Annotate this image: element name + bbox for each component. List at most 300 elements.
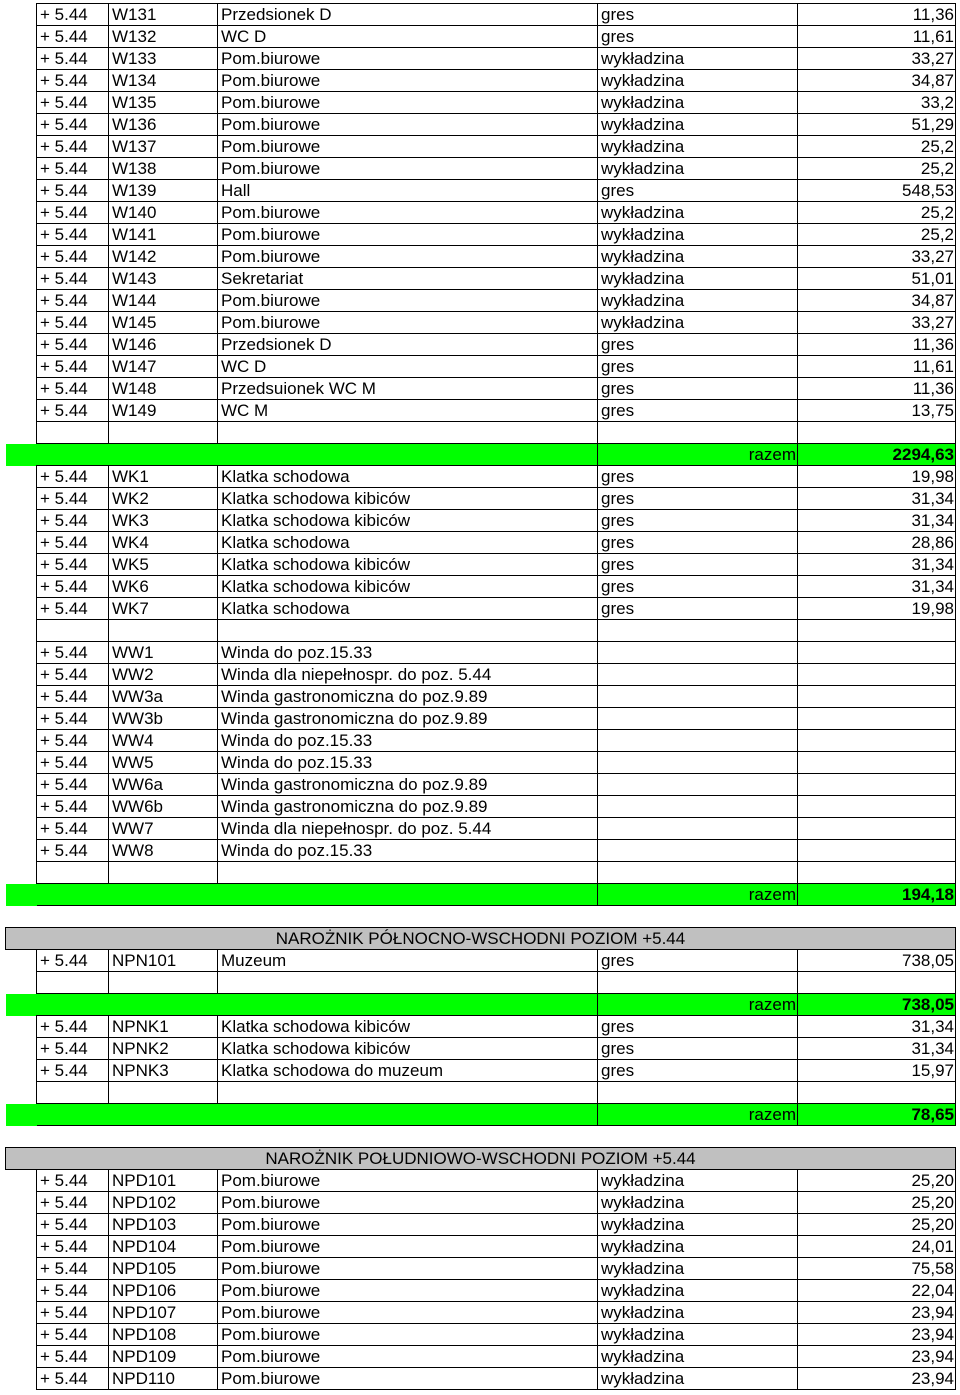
level-cell: + 5.44 — [37, 752, 109, 774]
area-cell: 23,94 — [798, 1346, 956, 1368]
empty-cell — [598, 620, 798, 642]
floor-material-cell: gres — [598, 598, 798, 620]
row-margin-cell — [6, 972, 37, 994]
row-margin-cell — [6, 466, 37, 488]
floor-material-cell: wykładzina — [598, 70, 798, 92]
floor-material-cell: wykładzina — [598, 1258, 798, 1280]
table-row — [6, 1016, 956, 1038]
floor-material-cell: wykładzina — [598, 158, 798, 180]
empty-cell — [37, 862, 109, 884]
room-name-cell: Pom.biurowe — [218, 48, 598, 70]
row-margin-cell — [6, 1236, 37, 1258]
empty-cell — [218, 972, 598, 994]
room-name-cell: Winda do poz.15.33 — [218, 730, 598, 752]
table-row — [6, 598, 956, 620]
room-code-cell: W146 — [109, 334, 218, 356]
table-row — [6, 466, 956, 488]
floor-material-cell: gres — [598, 356, 798, 378]
table-row — [6, 664, 956, 686]
room-name-cell: Winda gastronomiczna do poz.9.89 — [218, 708, 598, 730]
table-row — [6, 224, 956, 246]
row-margin-cell — [6, 554, 37, 576]
room-name-cell: Klatka schodowa kibiców — [218, 1016, 598, 1038]
room-code-cell: WW3b — [109, 708, 218, 730]
room-name-cell: Winda do poz.15.33 — [218, 642, 598, 664]
floor-material-cell: gres — [598, 180, 798, 202]
level-cell: + 5.44 — [37, 334, 109, 356]
table-row — [6, 356, 956, 378]
total-row — [6, 444, 956, 466]
total-margin-cell — [6, 1104, 37, 1126]
section-header-row — [6, 1148, 956, 1170]
section-title: NAROŻNIK POŁUDNIOWO-WSCHODNI POZIOM +5.44 — [6, 1148, 956, 1170]
floor-material-cell: wykładzina — [598, 1280, 798, 1302]
area-cell: 548,53 — [798, 180, 956, 202]
room-name-cell: Pom.biurowe — [218, 1302, 598, 1324]
row-margin-cell — [6, 422, 37, 444]
level-cell: + 5.44 — [37, 224, 109, 246]
level-cell: + 5.44 — [37, 1280, 109, 1302]
area-cell: 31,34 — [798, 1038, 956, 1060]
total-margin-cell — [6, 994, 37, 1016]
room-code-cell: W133 — [109, 48, 218, 70]
area-cell: 22,04 — [798, 1280, 956, 1302]
room-name-cell: Klatka schodowa kibiców — [218, 488, 598, 510]
total-value: 2294,63 — [798, 444, 956, 466]
row-margin-cell — [6, 1060, 37, 1082]
room-code-cell: WW8 — [109, 840, 218, 862]
table-row — [6, 488, 956, 510]
room-code-cell: NPD106 — [109, 1280, 218, 1302]
row-margin-cell — [6, 1170, 37, 1192]
empty-cell — [109, 620, 218, 642]
row-margin-cell — [6, 576, 37, 598]
room-code-cell: NPNK3 — [109, 1060, 218, 1082]
total-label: razem — [598, 444, 798, 466]
room-name-cell: Klatka schodowa — [218, 532, 598, 554]
floor-material-cell: gres — [598, 576, 798, 598]
room-code-cell: NPD104 — [109, 1236, 218, 1258]
room-code-cell: WW5 — [109, 752, 218, 774]
row-margin-cell — [6, 1302, 37, 1324]
floor-material-cell: gres — [598, 510, 798, 532]
room-name-cell: Pom.biurowe — [218, 1214, 598, 1236]
room-code-cell: WW6a — [109, 774, 218, 796]
room-code-cell: WK4 — [109, 532, 218, 554]
spacer-cell — [6, 906, 956, 928]
level-cell: + 5.44 — [37, 642, 109, 664]
row-margin-cell — [6, 26, 37, 48]
level-cell: + 5.44 — [37, 576, 109, 598]
area-cell: 75,58 — [798, 1258, 956, 1280]
room-code-cell: W136 — [109, 114, 218, 136]
room-schedule-table — [5, 3, 956, 1390]
row-margin-cell — [6, 1038, 37, 1060]
row-margin-cell — [6, 70, 37, 92]
total-label: razem — [598, 994, 798, 1016]
floor-material-cell: gres — [598, 554, 798, 576]
total-fill-cell — [37, 444, 598, 466]
room-code-cell: W149 — [109, 400, 218, 422]
table-row — [6, 268, 956, 290]
room-name-cell: Pom.biurowe — [218, 92, 598, 114]
total-fill-cell — [37, 1104, 598, 1126]
empty-cell — [798, 972, 956, 994]
area-cell: 25,2 — [798, 158, 956, 180]
floor-material-cell: wykładzina — [598, 114, 798, 136]
room-code-cell: W139 — [109, 180, 218, 202]
table-row — [6, 400, 956, 422]
room-name-cell: Winda gastronomiczna do poz.9.89 — [218, 796, 598, 818]
area-cell: 11,36 — [798, 334, 956, 356]
row-margin-cell — [6, 92, 37, 114]
table-row — [6, 1060, 956, 1082]
table-row — [6, 642, 956, 664]
room-code-cell: WW6b — [109, 796, 218, 818]
room-code-cell: NPD109 — [109, 1346, 218, 1368]
table-row — [6, 1038, 956, 1060]
level-cell: + 5.44 — [37, 400, 109, 422]
table-row — [6, 334, 956, 356]
floor-material-cell — [598, 752, 798, 774]
level-cell: + 5.44 — [37, 1258, 109, 1280]
room-code-cell: WW3a — [109, 686, 218, 708]
table-row — [6, 1368, 956, 1390]
level-cell: + 5.44 — [37, 598, 109, 620]
row-margin-cell — [6, 356, 37, 378]
room-code-cell: NPD103 — [109, 1214, 218, 1236]
floor-material-cell: wykładzina — [598, 268, 798, 290]
level-cell: + 5.44 — [37, 796, 109, 818]
area-cell: 23,94 — [798, 1368, 956, 1390]
table-row — [6, 246, 956, 268]
room-name-cell: Klatka schodowa — [218, 598, 598, 620]
empty-cell — [798, 862, 956, 884]
room-code-cell: W147 — [109, 356, 218, 378]
room-name-cell: Winda gastronomiczna do poz.9.89 — [218, 686, 598, 708]
table-row — [6, 378, 956, 400]
room-name-cell: Pom.biurowe — [218, 70, 598, 92]
room-code-cell: W131 — [109, 4, 218, 26]
area-cell: 31,34 — [798, 554, 956, 576]
table-row — [6, 312, 956, 334]
empty-cell — [109, 972, 218, 994]
level-cell: + 5.44 — [37, 554, 109, 576]
level-cell: + 5.44 — [37, 378, 109, 400]
total-row — [6, 1104, 956, 1126]
total-margin-cell — [6, 884, 37, 906]
floor-material-cell — [598, 708, 798, 730]
room-name-cell: Pom.biurowe — [218, 1324, 598, 1346]
level-cell: + 5.44 — [37, 158, 109, 180]
room-code-cell: WK2 — [109, 488, 218, 510]
level-cell: + 5.44 — [37, 268, 109, 290]
area-cell — [798, 796, 956, 818]
floor-material-cell — [598, 818, 798, 840]
area-cell: 31,34 — [798, 576, 956, 598]
room-code-cell: W134 — [109, 70, 218, 92]
room-name-cell: Pom.biurowe — [218, 136, 598, 158]
floor-material-cell — [598, 642, 798, 664]
level-cell: + 5.44 — [37, 950, 109, 972]
level-cell: + 5.44 — [37, 488, 109, 510]
row-margin-cell — [6, 1346, 37, 1368]
area-cell: 11,61 — [798, 356, 956, 378]
room-name-cell: Pom.biurowe — [218, 1170, 598, 1192]
total-row — [6, 884, 956, 906]
room-code-cell: NPD107 — [109, 1302, 218, 1324]
level-cell: + 5.44 — [37, 312, 109, 334]
row-margin-cell — [6, 136, 37, 158]
floor-material-cell: wykładzina — [598, 1170, 798, 1192]
floor-material-cell: wykładzina — [598, 1302, 798, 1324]
row-margin-cell — [6, 532, 37, 554]
room-name-cell: WC M — [218, 400, 598, 422]
empty-row — [6, 620, 956, 642]
row-margin-cell — [6, 1214, 37, 1236]
table-row — [6, 290, 956, 312]
row-margin-cell — [6, 4, 37, 26]
level-cell: + 5.44 — [37, 664, 109, 686]
room-code-cell: W135 — [109, 92, 218, 114]
room-name-cell: Pom.biurowe — [218, 1368, 598, 1390]
row-margin-cell — [6, 378, 37, 400]
room-code-cell: WK1 — [109, 466, 218, 488]
level-cell: + 5.44 — [37, 686, 109, 708]
area-cell: 13,75 — [798, 400, 956, 422]
area-cell — [798, 752, 956, 774]
table-row — [6, 1214, 956, 1236]
table-row — [6, 1192, 956, 1214]
room-code-cell: WK5 — [109, 554, 218, 576]
row-margin-cell — [6, 510, 37, 532]
level-cell: + 5.44 — [37, 510, 109, 532]
row-margin-cell — [6, 1192, 37, 1214]
level-cell: + 5.44 — [37, 48, 109, 70]
level-cell: + 5.44 — [37, 246, 109, 268]
level-cell: + 5.44 — [37, 1368, 109, 1390]
row-margin-cell — [6, 114, 37, 136]
room-code-cell: NPNK2 — [109, 1038, 218, 1060]
room-name-cell: Sekretariat — [218, 268, 598, 290]
table-row — [6, 752, 956, 774]
room-name-cell: Pom.biurowe — [218, 246, 598, 268]
floor-material-cell — [598, 686, 798, 708]
empty-row — [6, 1082, 956, 1104]
row-margin-cell — [6, 1082, 37, 1104]
row-margin-cell — [6, 686, 37, 708]
area-cell — [798, 686, 956, 708]
table-row — [6, 576, 956, 598]
area-cell — [798, 818, 956, 840]
row-margin-cell — [6, 290, 37, 312]
row-margin-cell — [6, 48, 37, 70]
floor-material-cell — [598, 840, 798, 862]
room-code-cell: NPD102 — [109, 1192, 218, 1214]
row-margin-cell — [6, 224, 37, 246]
level-cell: + 5.44 — [37, 708, 109, 730]
area-cell — [798, 642, 956, 664]
level-cell: + 5.44 — [37, 356, 109, 378]
room-name-cell: Pom.biurowe — [218, 312, 598, 334]
row-margin-cell — [6, 1258, 37, 1280]
table-row — [6, 136, 956, 158]
area-cell — [798, 708, 956, 730]
area-cell: 23,94 — [798, 1302, 956, 1324]
room-name-cell: Przedsuionek WC M — [218, 378, 598, 400]
room-code-cell: NPN101 — [109, 950, 218, 972]
room-name-cell: Winda do poz.15.33 — [218, 840, 598, 862]
floor-material-cell — [598, 774, 798, 796]
row-margin-cell — [6, 862, 37, 884]
table-row — [6, 158, 956, 180]
floor-material-cell: wykładzina — [598, 202, 798, 224]
level-cell: + 5.44 — [37, 1016, 109, 1038]
empty-cell — [598, 422, 798, 444]
level-cell: + 5.44 — [37, 1038, 109, 1060]
row-margin-cell — [6, 598, 37, 620]
empty-row — [6, 422, 956, 444]
room-code-cell: NPD110 — [109, 1368, 218, 1390]
row-margin-cell — [6, 1016, 37, 1038]
empty-cell — [798, 620, 956, 642]
empty-cell — [109, 422, 218, 444]
level-cell: + 5.44 — [37, 1236, 109, 1258]
room-code-cell: WW2 — [109, 664, 218, 686]
room-code-cell: WK6 — [109, 576, 218, 598]
empty-cell — [37, 972, 109, 994]
room-code-cell: WK7 — [109, 598, 218, 620]
table-row — [6, 510, 956, 532]
room-code-cell: W148 — [109, 378, 218, 400]
table-row — [6, 26, 956, 48]
row-margin-cell — [6, 796, 37, 818]
level-cell: + 5.44 — [37, 70, 109, 92]
area-cell: 51,01 — [798, 268, 956, 290]
area-cell: 31,34 — [798, 510, 956, 532]
table-row — [6, 730, 956, 752]
table-row — [6, 1302, 956, 1324]
level-cell: + 5.44 — [37, 1302, 109, 1324]
room-code-cell: WW7 — [109, 818, 218, 840]
level-cell: + 5.44 — [37, 840, 109, 862]
row-margin-cell — [6, 1368, 37, 1390]
room-name-cell: WC D — [218, 356, 598, 378]
area-cell: 11,36 — [798, 378, 956, 400]
area-cell: 33,27 — [798, 48, 956, 70]
empty-cell — [598, 972, 798, 994]
row-margin-cell — [6, 488, 37, 510]
row-margin-cell — [6, 664, 37, 686]
room-name-cell: Pom.biurowe — [218, 202, 598, 224]
area-cell: 31,34 — [798, 1016, 956, 1038]
empty-cell — [598, 862, 798, 884]
row-margin-cell — [6, 642, 37, 664]
table-row — [6, 818, 956, 840]
section-title: NAROŻNIK PÓŁNOCNO-WSCHODNI POZIOM +5.44 — [6, 928, 956, 950]
area-cell: 11,36 — [798, 4, 956, 26]
total-value: 194,18 — [798, 884, 956, 906]
room-code-cell: WW1 — [109, 642, 218, 664]
level-cell: + 5.44 — [37, 4, 109, 26]
room-code-cell: NPNK1 — [109, 1016, 218, 1038]
level-cell: + 5.44 — [37, 1060, 109, 1082]
total-row — [6, 994, 956, 1016]
row-margin-cell — [6, 312, 37, 334]
row-margin-cell — [6, 774, 37, 796]
floor-material-cell: gres — [598, 488, 798, 510]
level-cell: + 5.44 — [37, 1170, 109, 1192]
room-code-cell: W132 — [109, 26, 218, 48]
area-cell: 25,20 — [798, 1170, 956, 1192]
level-cell: + 5.44 — [37, 26, 109, 48]
floor-material-cell: gres — [598, 1016, 798, 1038]
table-row — [6, 70, 956, 92]
room-name-cell: Muzeum — [218, 950, 598, 972]
floor-material-cell: gres — [598, 1038, 798, 1060]
empty-cell — [798, 1082, 956, 1104]
room-name-cell: Winda do poz.15.33 — [218, 752, 598, 774]
room-code-cell: WW4 — [109, 730, 218, 752]
area-cell: 738,05 — [798, 950, 956, 972]
floor-material-cell: gres — [598, 532, 798, 554]
room-name-cell: Pom.biurowe — [218, 1192, 598, 1214]
floor-material-cell: wykładzina — [598, 1324, 798, 1346]
table-row — [6, 1258, 956, 1280]
spacer-row — [6, 1126, 956, 1148]
room-name-cell: Pom.biurowe — [218, 1258, 598, 1280]
area-cell: 51,29 — [798, 114, 956, 136]
room-schedule-body — [6, 4, 956, 1390]
row-margin-cell — [6, 752, 37, 774]
empty-cell — [218, 1082, 598, 1104]
room-name-cell: Pom.biurowe — [218, 224, 598, 246]
floor-material-cell: gres — [598, 26, 798, 48]
empty-cell — [109, 1082, 218, 1104]
section-header-row — [6, 928, 956, 950]
total-fill-cell — [37, 994, 598, 1016]
room-code-cell: W144 — [109, 290, 218, 312]
room-name-cell: Pom.biurowe — [218, 158, 598, 180]
floor-material-cell: wykładzina — [598, 246, 798, 268]
floor-material-cell: gres — [598, 466, 798, 488]
level-cell: + 5.44 — [37, 290, 109, 312]
room-name-cell: Klatka schodowa kibiców — [218, 1038, 598, 1060]
area-cell: 34,87 — [798, 70, 956, 92]
room-name-cell: Winda dla niepełnospr. do poz. 5.44 — [218, 664, 598, 686]
floor-material-cell: wykładzina — [598, 92, 798, 114]
room-name-cell: Klatka schodowa kibiców — [218, 554, 598, 576]
floor-material-cell: wykładzina — [598, 1236, 798, 1258]
floor-material-cell: wykładzina — [598, 1368, 798, 1390]
area-cell: 25,20 — [798, 1192, 956, 1214]
floor-material-cell: gres — [598, 950, 798, 972]
empty-cell — [598, 1082, 798, 1104]
row-margin-cell — [6, 730, 37, 752]
floor-material-cell: wykładzina — [598, 1346, 798, 1368]
floor-material-cell: wykładzina — [598, 48, 798, 70]
area-cell: 33,27 — [798, 246, 956, 268]
total-fill-cell — [37, 884, 598, 906]
room-name-cell: Pom.biurowe — [218, 1236, 598, 1258]
floor-material-cell — [598, 796, 798, 818]
area-cell: 31,34 — [798, 488, 956, 510]
area-cell: 25,20 — [798, 1214, 956, 1236]
area-cell: 28,86 — [798, 532, 956, 554]
table-row — [6, 774, 956, 796]
area-cell: 24,01 — [798, 1236, 956, 1258]
room-name-cell: Przedsionek D — [218, 334, 598, 356]
